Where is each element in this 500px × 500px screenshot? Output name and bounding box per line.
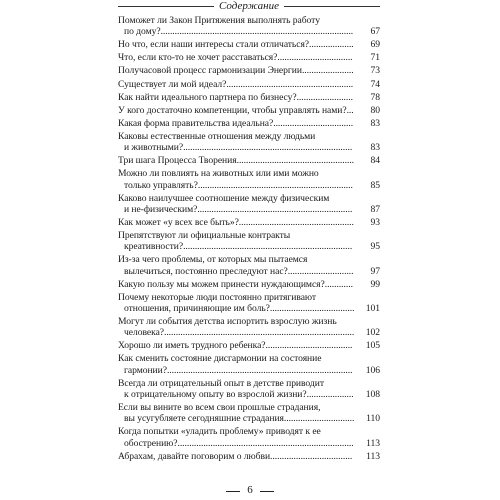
toc-entry-title-line: Получасовой процесс гармонизации Энергии...................... — [118, 65, 354, 77]
toc-entry — [118, 15, 380, 37]
toc-leader-dots: ........................................................................... — [177, 437, 354, 449]
toc-entry-title-line: отношения, причиняющие им боль?.................................... — [124, 302, 355, 314]
toc-entry-page: 78 — [370, 91, 380, 103]
toc-entry — [118, 155, 380, 166]
toc-entry-page: 113 — [366, 437, 380, 449]
toc-entry — [118, 39, 380, 50]
toc-entry-title-line: Как найти идеального партнера по бизнесу?........................ — [118, 91, 353, 103]
toc-entry — [118, 451, 380, 462]
toc-entry — [118, 92, 380, 103]
page-footer — [0, 482, 500, 498]
toc-entry-title-line: только управлять?.................................................................. — [124, 179, 353, 191]
toc-entry — [118, 131, 380, 153]
toc-entry-title-line: Как может «у всех все быть»?................................................. — [118, 216, 354, 228]
toc-leader-dots: .................................................. — [236, 155, 355, 167]
toc-entry — [118, 254, 380, 276]
toc-entry-title-line: к отрицательному опыту во взрослой жизни?.................... — [124, 388, 354, 400]
toc-entry-title-line: креативности?........................................................................ — [124, 241, 353, 253]
toc-entry-title-line: и животными?........................................................................ — [124, 142, 353, 154]
toc-entry-page: 106 — [365, 364, 380, 376]
page-header — [0, 0, 500, 14]
toc-leader-dots: ............................................................................... — [166, 364, 353, 376]
toc-entry — [118, 402, 380, 424]
toc-entry-page: 93 — [370, 216, 380, 228]
toc-entry-page: 101 — [365, 302, 380, 314]
toc-entry-page: 108 — [365, 388, 380, 400]
footer-dash-left — [226, 491, 240, 492]
toc-entry-page: 105 — [365, 340, 380, 352]
toc-entry-page: 67 — [370, 26, 380, 38]
toc-entry-title-line: Как сменить состояние дисгармонии на состояние — [118, 353, 322, 365]
toc-leader-dots: .................................................................. — [197, 179, 353, 191]
toc-entry-title-line: Если вы вините во всем свои прошлые страдания, — [118, 402, 321, 413]
toc-leader-dots: ............................ — [287, 265, 354, 277]
toc-leader-dots: ...................................................... — [226, 78, 354, 90]
toc-entry — [118, 105, 380, 116]
toc-entry — [118, 118, 380, 129]
footer-dash-right — [260, 491, 274, 492]
toc-entry-page: 83 — [370, 117, 380, 129]
toc-entry-page: 110 — [366, 413, 380, 425]
toc-entry-page: 83 — [370, 142, 380, 154]
toc-entry-title-line: Можно ли повлиять на животных или ими можно — [118, 168, 319, 180]
toc-entry-page: 87 — [370, 203, 380, 215]
toc-entry-page: 97 — [370, 265, 380, 277]
toc-entry — [118, 316, 380, 338]
toc-leader-dots: ............ — [324, 278, 353, 290]
toc-entry-title-line: Когда попытки «уладить проблему» приводят к ее — [118, 426, 321, 438]
toc-entry — [118, 52, 380, 63]
toc-entry-title-line: Поможет ли Закон Притяжения выполнять работу — [118, 15, 320, 26]
toc-entry-page: 71 — [370, 52, 380, 64]
toc-leader-dots: ........................ — [296, 91, 353, 103]
toc-entry-title-line: вы усугубляете сегодняшние страдания.............................. — [124, 413, 355, 425]
toc-leader-dots: ................... — [309, 39, 354, 51]
toc-leader-dots: ........................................................................ — [183, 241, 353, 253]
toc-leader-dots: .................................................................. — [197, 203, 353, 215]
toc-leader-dots: ................................................. — [238, 216, 354, 228]
toc-leader-dots: ..................................... — [265, 340, 353, 352]
toc-entry-page: 99 — [370, 278, 380, 290]
toc-entry-title-line: Какая форма правительства идеальна?.................................. — [118, 117, 354, 129]
toc-entry-page: 84 — [370, 155, 380, 167]
toc-leader-dots: .................................... — [269, 302, 355, 314]
toc-leader-dots: .................................. — [273, 117, 354, 129]
toc-entry-title-line: Хорошо ли иметь трудного ребенка?..................................... — [118, 340, 353, 352]
toc-entry — [118, 217, 380, 228]
toc-entry-page: 74 — [370, 78, 380, 90]
toc-entry-page: 73 — [370, 65, 380, 77]
toc-entry-title-line: по дому?.................................................................................. — [124, 26, 354, 38]
toc-entry-title-line: человека?................................................................................. — [124, 327, 355, 339]
toc-entry — [118, 230, 380, 252]
table-of-contents — [118, 15, 380, 464]
toc-entry-title-line: Из-за чего проблемы, от которых мы пытаемся — [118, 254, 308, 266]
toc-entry — [118, 378, 380, 400]
header-rule-left — [118, 6, 214, 7]
toc-entry-title-line: и не-физическим?.................................................................. — [124, 203, 353, 215]
toc-leader-dots: ... — [346, 104, 354, 116]
toc-leader-dots: ................................ — [277, 52, 353, 64]
header-rule-right — [284, 6, 380, 7]
toc-leader-dots: ................................................................................. — [163, 327, 355, 339]
toc-entry-page: 113 — [366, 450, 380, 462]
toc-entry-title-line: Всегда ли отрицательный опыт в детстве приводит — [118, 377, 324, 389]
toc-entry-title-line: Существует ли мой идеал?...................................................... — [118, 78, 354, 90]
toc-entry-title-line: Каковы естественные отношения между людьми — [118, 130, 316, 142]
toc-entry-title-line: Три шага Процесса Творения.................................................. — [118, 155, 355, 167]
page-number: 6 — [247, 484, 253, 496]
toc-leader-dots: ................................... — [270, 450, 353, 462]
toc-entry — [118, 79, 380, 90]
toc-entry — [118, 340, 380, 351]
toc-entry — [118, 353, 380, 375]
toc-entry-page: 102 — [365, 327, 380, 339]
toc-entry — [118, 193, 380, 215]
toc-entry — [118, 292, 380, 314]
toc-entry-title-line: Абрахам, давайте поговорим о любви................................... — [118, 450, 353, 462]
toc-entry — [118, 168, 380, 190]
toc-entry-title-line: У кого достаточно компетенции, чтобы управлять нами?... — [118, 104, 354, 116]
toc-entry-title-line: Каково наилучшее соотношение между физическим — [118, 192, 330, 204]
toc-entry-title-line: вылечиться, постоянно преследуют нас?............................ — [124, 265, 354, 277]
toc-entry-page: 95 — [370, 241, 380, 253]
toc-leader-dots: ........................................................................ — [183, 142, 353, 154]
toc-leader-dots: .................... — [306, 388, 354, 400]
toc-entry-page: 85 — [370, 179, 380, 191]
toc-leader-dots: .............................. — [283, 413, 355, 425]
toc-entry — [118, 426, 380, 448]
toc-entry-title-line: Препятствуют ли официальные контракты — [118, 230, 291, 242]
toc-entry-page: 69 — [370, 39, 380, 51]
toc-entry-title-line: Что, если кто-то не хочет расставаться?................................ — [118, 52, 353, 64]
toc-entry-title-line: Какую пользу мы можем принести нуждающимся?............ — [118, 278, 353, 290]
toc-entry-title-line: гармонии?............................................................................... — [124, 364, 353, 376]
toc-entry-title-line: Почему некоторые люди постоянно притягивают — [118, 291, 317, 303]
toc-entry-page: 80 — [370, 104, 380, 116]
toc-entry-title-line: Могут ли события детства испортить взрослую жизнь — [118, 316, 337, 328]
toc-leader-dots: .................................................................................. — [160, 26, 354, 38]
toc-entry-title-line: Но что, если наши интересы стали отличаться?................... — [118, 39, 354, 51]
toc-entry — [118, 279, 380, 290]
toc-leader-dots: ...................... — [301, 65, 354, 77]
page-title: Содержание — [214, 0, 284, 13]
toc-entry — [118, 65, 380, 76]
toc-entry-title-line: обострению?........................................................................... — [124, 437, 354, 449]
